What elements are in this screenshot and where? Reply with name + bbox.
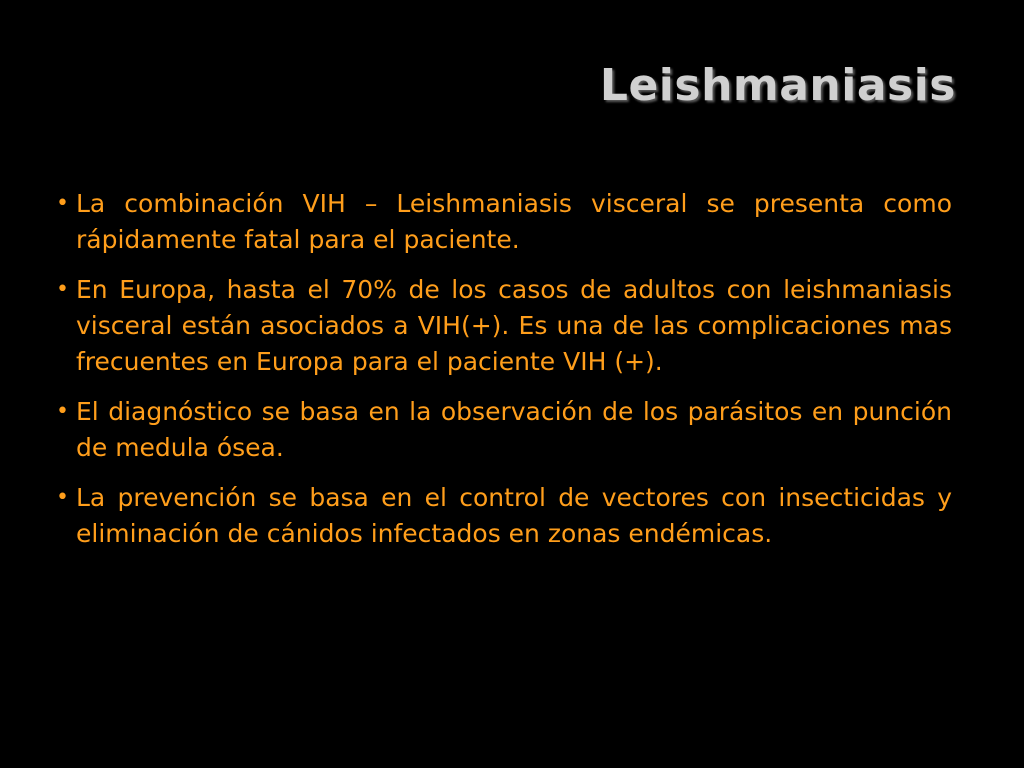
- bullet-text: La combinación VIH – Leishmaniasis visceral se presenta como rápidamente fatal para el paciente.: [76, 189, 952, 254]
- bullet-item: [56, 272, 952, 380]
- bullet-item: [56, 186, 952, 258]
- bullet-text: El diagnóstico se basa en la observación de los parásitos en punción de medula ósea.: [76, 397, 952, 462]
- bullet-dot-icon: •: [56, 485, 69, 510]
- bullet-text: En Europa, hasta el 70% de los casos de adultos con leishmaniasis visceral están asociados a VIH(+). Es una de las complicaciones mas frecuentes en Europa para el paciente VIH (+).: [76, 275, 952, 376]
- bullet-dot-icon: •: [56, 191, 69, 216]
- slide-title: Leishmaniasis: [599, 60, 956, 111]
- bullet-dot-icon: •: [56, 399, 69, 424]
- bullet-list: [56, 186, 952, 566]
- bullet-item: [56, 480, 952, 552]
- bullet-item: [56, 394, 952, 466]
- bullet-text: La prevención se basa en el control de vectores con insecticidas y eliminación de cánidos infectados en zonas endémicas.: [76, 483, 952, 548]
- bullet-dot-icon: •: [56, 277, 69, 302]
